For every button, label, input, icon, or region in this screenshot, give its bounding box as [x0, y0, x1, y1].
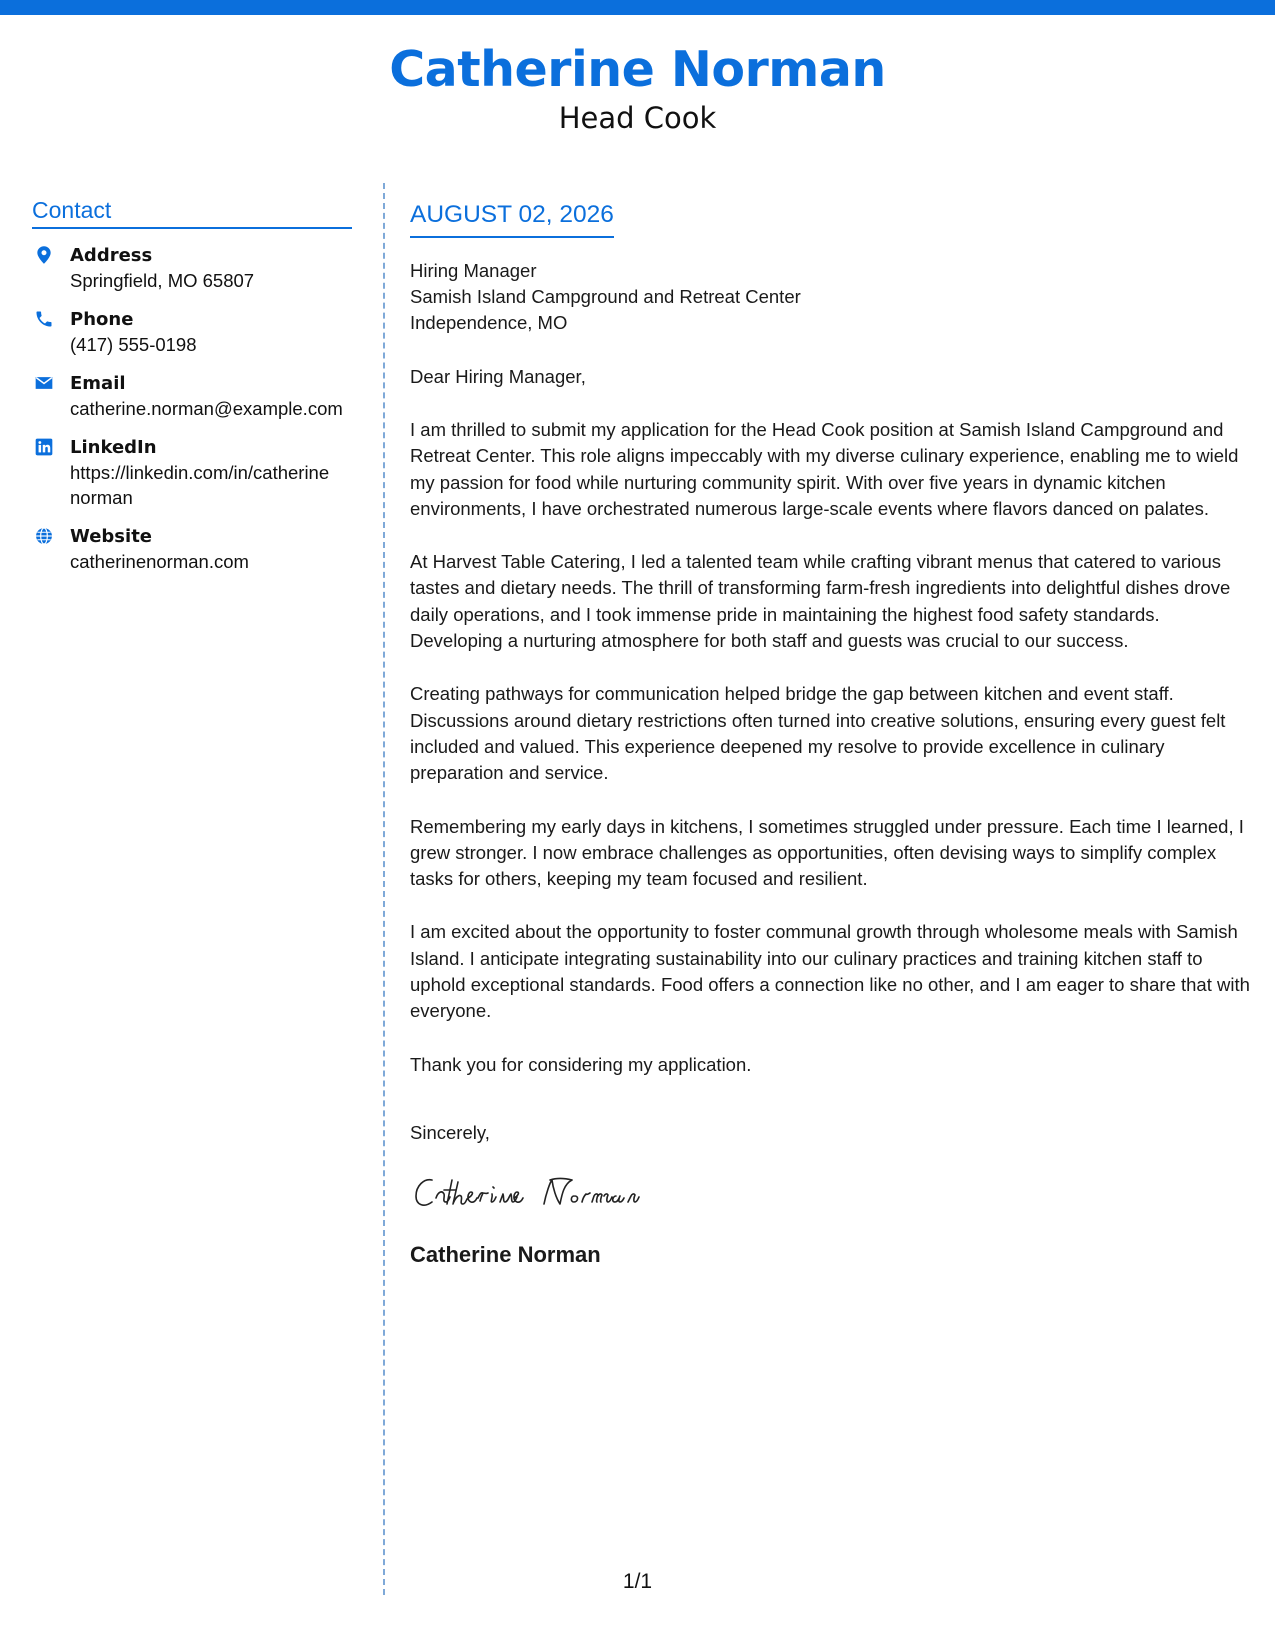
contact-value[interactable]: catherinenorman.com [70, 551, 249, 572]
globe-icon [34, 526, 54, 546]
contact-label: Address [70, 245, 153, 266]
contact-label: Website [70, 526, 153, 547]
page-number: 1/1 [622, 1570, 653, 1593]
signoff: Sincerely, [410, 1121, 490, 1143]
closing-line: Thank you for considering my application. [410, 1053, 752, 1075]
applicant-role: Head Cook [558, 101, 717, 135]
contact-sidebar [32, 196, 352, 588]
contact-value: catherine.norman@example.com [70, 398, 343, 419]
contact-linkedin [32, 435, 352, 510]
recipient-location: Independence, MO [410, 312, 568, 333]
recipient-block [410, 258, 1255, 336]
paragraph: Remembering my early days in kitchens, I sometimes struggled under pressure. Each time I learned, I grew stronger. I now embrace challenges as opportunities, often devising ways to simplify complex tasks for others, keeping my team focused and resilient. [410, 815, 1244, 890]
contact-value: (417) 555-0198 [70, 334, 197, 355]
column-divider [383, 183, 385, 1595]
paragraph: Creating pathways for communication helped bridge the gap between kitchen and event staff. Discussions around dietary restrictions often turned into creative solutions, ensuring every guest felt included and valued. This experience deepened my resolve to provide excellence in culinary preparation and service. [410, 683, 1226, 784]
contact-title: Contact [32, 196, 352, 229]
handwritten-signature [410, 1168, 670, 1218]
contact-value: Springfield, MO 65807 [70, 270, 255, 291]
phone-icon [34, 309, 54, 329]
paragraph: I am excited about the opportunity to foster communal growth through wholesome meals with Samish Island. I anticipate integrating sustainability into our culinary practices and training kitchen staff to uphold exceptional standards. Food offers a connection like no other, and I am eager to share that with everyone. [410, 921, 1250, 1022]
email-icon [34, 373, 54, 393]
contact-email [32, 371, 352, 421]
recipient-company: Samish Island Campground and Retreat Center [410, 286, 801, 307]
map-pin-icon [34, 245, 54, 265]
top-accent-bar [0, 0, 1275, 15]
paragraph: I am thrilled to submit my application for the Head Cook position at Samish Island Campground and Retreat Center. This role aligns impeccably with my diverse culinary experience, enabling me to wield my passion for food while nurturing community spirit. With over five years in dynamic kitchen environments, I have orchestrated numerous large-scale events where flavors danced on palates. [410, 419, 1239, 519]
contact-label: Email [70, 373, 126, 394]
contact-address [32, 243, 352, 293]
paragraph: At Harvest Table Catering, I led a talented team while crafting vibrant menus that catered to various tastes and dietary needs. The thrill of transforming farm-fresh ingredients into delightful dishes drove daily operations, and I took immense pride in maintaining the highest food safety standards. Developing a nurturing atmosphere for both staff and guests was crucial to our success. [410, 551, 1231, 652]
contact-label: Phone [70, 309, 134, 330]
contact-value[interactable]: https://linkedin.com/in/catherine norman [70, 462, 330, 508]
linkedin-icon [34, 437, 54, 457]
signed-name: Catherine Norman [410, 1241, 601, 1267]
recipient-title: Hiring Manager [410, 260, 537, 281]
contact-label: LinkedIn [70, 437, 157, 458]
header [0, 40, 1275, 136]
contact-website [32, 524, 352, 574]
applicant-name: Catherine Norman [389, 41, 886, 98]
letter-date: AUGUST 02, 2026 [410, 200, 614, 238]
salutation: Dear Hiring Manager, [410, 366, 586, 387]
letter-body [410, 200, 1255, 1269]
contact-phone [32, 307, 352, 357]
